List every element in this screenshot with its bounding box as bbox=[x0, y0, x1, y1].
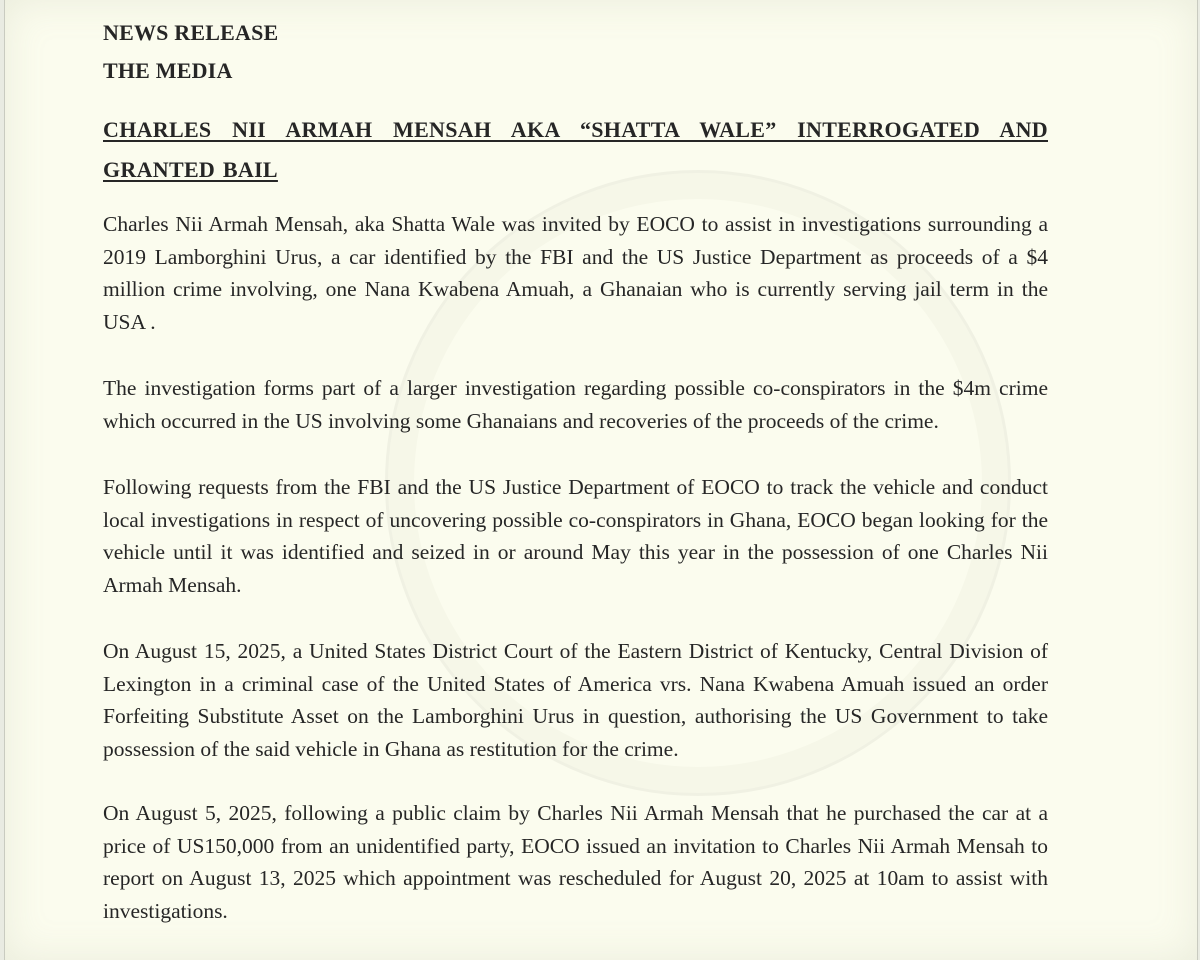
paragraph-4: On August 15, 2025, a United States District Court of the Eastern District of Kentucky, Central Division of Lexington in a criminal case of the United States of America vrs. Nana Kwabena Amuah issued an order Forfeiting Substitute Asset on the Lamborghini Urus in question, authorising the US Government to take possession of the said vehicle in Ghana as restitution for the crime. bbox=[103, 639, 1048, 761]
paragraph-2: The investigation forms part of a larger investigation regarding possible co-conspirators in the $4m crime which occurred in the US involving some Ghanaians and recoveries of the proceeds of the crime. bbox=[103, 376, 1048, 433]
paragraph-5: On August 5, 2025, following a public claim by Charles Nii Armah Mensah that he purchased the car at a price of US150,000 from an unidentified party, EOCO issued an invitation to Charles Nii Armah Mensah to report on August 13, 2025 which appointment was rescheduled for August 20, 2025 at 10am to assist with investigations. bbox=[103, 801, 1048, 923]
document-body bbox=[103, 14, 1048, 927]
paragraph-3: Following requests from the FBI and the US Justice Department of EOCO to track the vehicle and conduct local investigations in respect of uncovering possible co-conspirators in Ghana, EOCO began looking for the vehicle until it was identified and seized in or around May this year in the possession of one Charles Nii Armah Mensah. bbox=[103, 475, 1048, 597]
headline: CHARLES NII ARMAH MENSAH AKA “SHATTA WALE” INTERROGATED AND GRANTED BAIL bbox=[103, 117, 1048, 182]
recipient-label: THE MEDIA bbox=[103, 58, 233, 83]
news-release-label: NEWS RELEASE bbox=[103, 20, 279, 45]
document-page bbox=[4, 0, 1198, 960]
paragraph-1: Charles Nii Armah Mensah, aka Shatta Wale was invited by EOCO to assist in investigations surrounding a 2019 Lamborghini Urus, a car identified by the FBI and the US Justice Department as proceeds of a $4 million crime involving, one Nana Kwabena Amuah, a Ghanaian who is currently serving jail term in the USA . bbox=[103, 212, 1048, 334]
